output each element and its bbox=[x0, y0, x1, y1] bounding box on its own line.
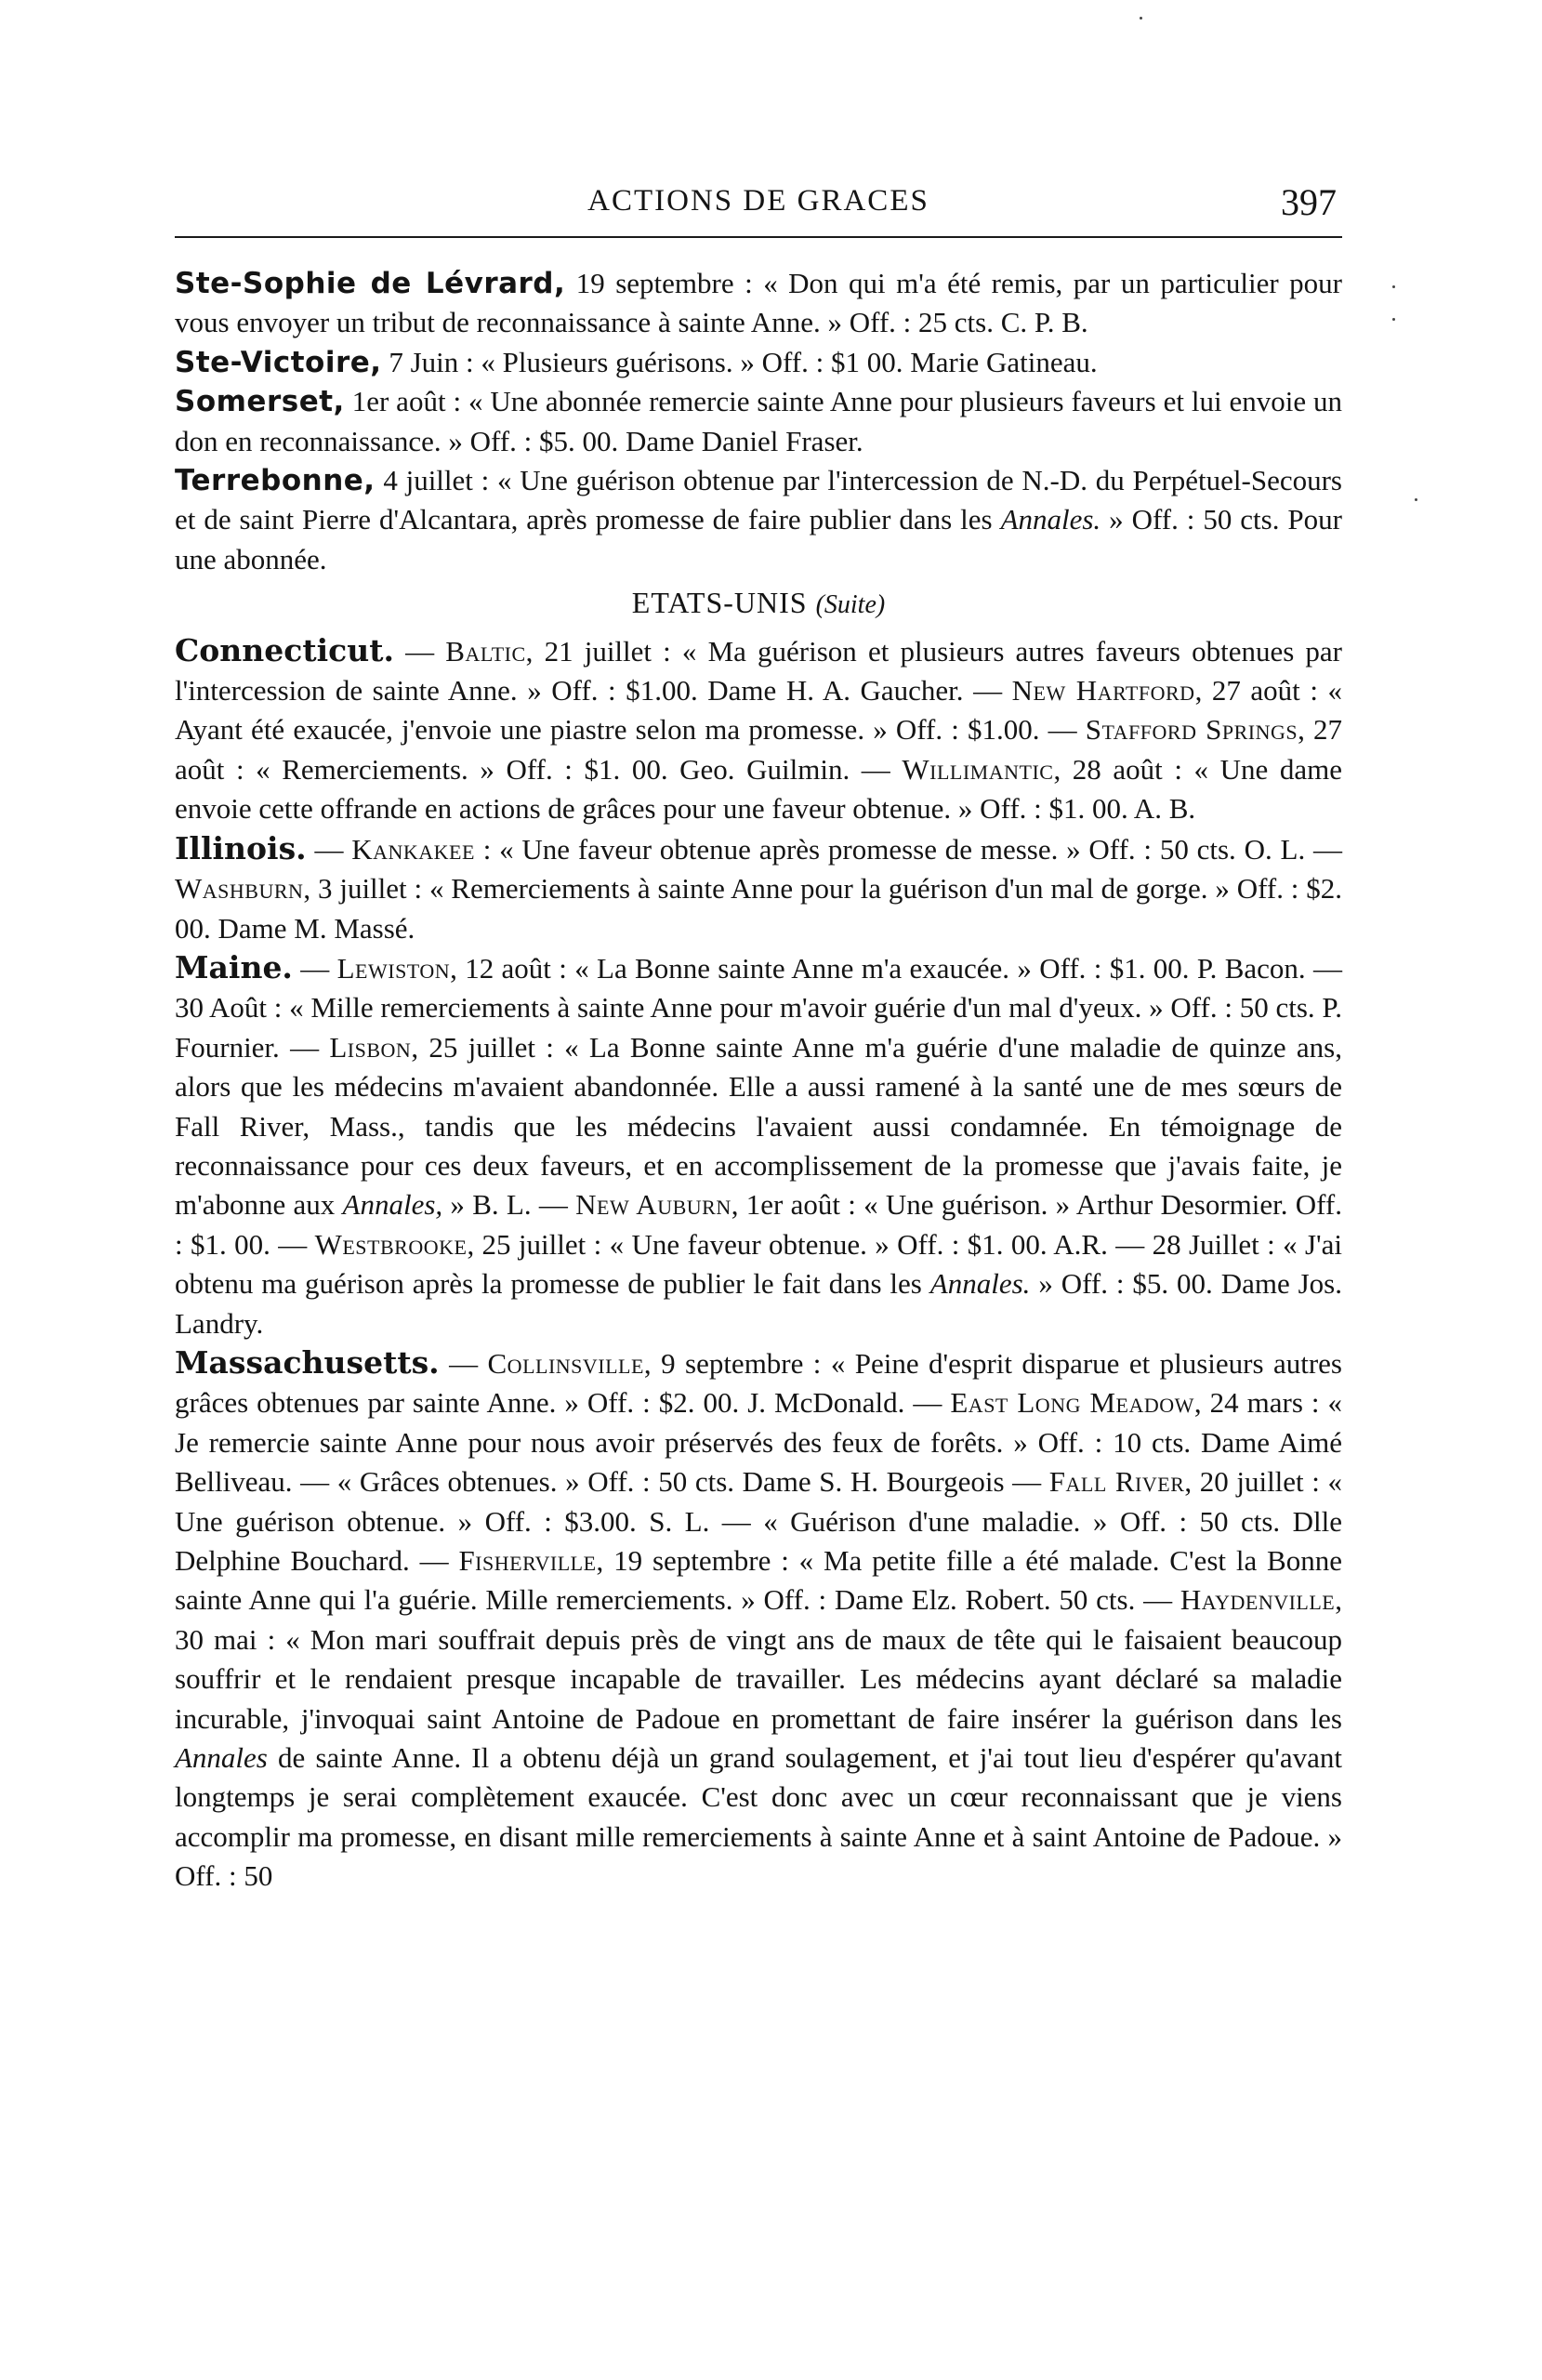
italic-text: Annales bbox=[175, 1741, 268, 1775]
city-name: New Hartford bbox=[1011, 674, 1195, 707]
print-speck bbox=[1140, 17, 1142, 20]
entry-text: » B. L. — bbox=[442, 1188, 576, 1222]
running-head bbox=[175, 182, 1342, 238]
page-number: 397 bbox=[1281, 181, 1337, 223]
entry-text: 1er août : « Une abonnée remercie sainte Anne pour plusieurs faveurs et lui envoie un don en reconnaissance. » Off. : $5. 00. Dame Daniel Fraser. bbox=[175, 385, 1342, 457]
entry-text: — bbox=[393, 634, 446, 668]
italic-text: Annales. bbox=[929, 1267, 1031, 1301]
city-name: Lewiston bbox=[336, 951, 451, 985]
entry-text: , 24 mars : « Je remercie sainte Anne pour nous avoir préservés des feux de forêts. » Off. : 10 cts. Dame Aimé Belliveau. — « Grâces obtenues. » Off. : 50 cts. Dame S. H. Bourgeois — bbox=[175, 1386, 1343, 1499]
entry-text: , 28 août : « Une dame envoie cette offrande en actions de grâces pour une faveur obtenue. » Off. : $1. 00. A. B. bbox=[175, 752, 1342, 826]
entry-text: 4 juillet : « Une guérison obtenue par l'intercession de N.-D. du Perpétuel-Secours et de saint Pierre d'Alcantara, après promesse de faire publier dans les bbox=[175, 464, 1342, 536]
city-name: Fisherville bbox=[458, 1544, 597, 1577]
entry-text: , 27 août : « Ayant été exaucée, j'envoie une piastre selon ma promesse. » Off. : $1.00. — bbox=[175, 674, 1343, 747]
entry-text: » Off. : 50 cts. Pour une abonnée. bbox=[175, 503, 1342, 575]
city-name: Kankakee bbox=[351, 832, 475, 866]
entry-somerset bbox=[175, 382, 1342, 461]
city-name: Westbrooke bbox=[314, 1227, 468, 1261]
entry-text: , 25 juillet : « Une faveur obtenue. » Off. : $1. 00. A.R. — 28 Juillet : « J'ai obtenu ma guérison après la promesse de publier le fait dans les bbox=[175, 1227, 1342, 1301]
entry-text: : « Une faveur obtenue après promesse de messe. » Off. : 50 cts. O. L. — bbox=[474, 832, 1342, 866]
place-name: Somerset, bbox=[175, 385, 345, 419]
city-name: Washburn bbox=[175, 872, 304, 906]
states-list bbox=[175, 631, 1342, 1897]
entry-text: , 25 juillet : « La Bonne sainte Anne m'a guérie d'une maladie de quinze ans, alors que les médecins m'avaient abandonnée. Elle a aussi ramené à la santé une de mes sœurs de Fall River, Mass., tandis que les médecins l'avaient aussi condamnée. En témoignage de reconnaissance pour ces deux faveurs, et en accomplissement de la promesse que j'avais faite, je m'abonne aux bbox=[175, 1030, 1342, 1222]
entry-text: — bbox=[439, 1346, 488, 1380]
place-name: Ste-Victoire, bbox=[175, 345, 382, 379]
entry-text: , 20 juillet : « Une guérison obtenue. » Off. : $3.00. S. L. — « Guérison d'une maladie. » Off. : 50 cts. Dlle Delphine Bouchard. — bbox=[175, 1465, 1343, 1577]
entry-text: — bbox=[306, 832, 352, 866]
entry-text: , 30 mai : « Mon mari souffrait depuis près de vingt ans de maux de tête qui le faisaient beaucoup souffrir et le rendaient presque incapable de travailler. Les médecins ayant déclaré sa maladie incurable, j'invoquai saint Antoine de Padoue en promettant de faire insérer la guérison dans les bbox=[175, 1583, 1342, 1735]
city-name: New Auburn bbox=[575, 1188, 731, 1222]
entry-text: — bbox=[292, 951, 337, 985]
entry-text: , 1er août : « Une guérison. » Arthur Desormier. Off. : $1. 00. — bbox=[175, 1188, 1342, 1261]
city-name: Fall River bbox=[1048, 1465, 1185, 1499]
state-name: Connecticut. bbox=[175, 631, 394, 668]
state-entry bbox=[175, 1343, 1342, 1897]
entry-italic: Annales. bbox=[1000, 503, 1101, 536]
entry-text: , 12 août : « La Bonne sainte Anne m'a exaucée. » Off. : $1. 00. P. Bacon. — 30 Août : « Mille remerciements à sainte Anne pour m'avoir guérie d'un mal d'yeux. » Off. : 50 cts. P. Fournier. — bbox=[175, 951, 1343, 1064]
entry-text: 7 Juin : « Plusieurs guérisons. » Off. : $1 00. Marie Gatineau. bbox=[381, 345, 1098, 378]
body-text bbox=[175, 264, 1342, 1897]
place-name: Ste-Sophie de Lévrard, bbox=[175, 267, 566, 300]
print-speck bbox=[1392, 318, 1395, 321]
entry-ste-victoire bbox=[175, 343, 1342, 382]
page bbox=[175, 182, 1342, 1897]
city-name: Willimantic bbox=[902, 752, 1054, 786]
city-name: Stafford Springs bbox=[1085, 713, 1298, 747]
print-speck bbox=[1415, 498, 1417, 501]
running-title: ACTIONS DE GRACES bbox=[587, 184, 929, 218]
entry-text: , 27 août : « Remerciements. » Off. : $1. 00. Geo. Guilmin. — bbox=[175, 713, 1342, 786]
entry-text: , 3 juillet : « Remerciements à sainte Anne pour la guérison d'un mal de gorge. » Off. : $2. 00. Dame M. Massé. bbox=[175, 872, 1342, 945]
state-entry bbox=[175, 829, 1342, 948]
city-name: Collinsville bbox=[487, 1346, 644, 1380]
entry-text: » Off. : $5. 00. Dame Jos. Landry. bbox=[175, 1267, 1343, 1340]
print-speck bbox=[1392, 285, 1395, 288]
italic-text: Annales, bbox=[342, 1188, 443, 1222]
entry-text: , 21 juillet : « Ma guérison et plusieurs autres faveurs obtenues par l'intercession de sainte Anne. » Off. : $1.00. Dame H. A. Gaucher. — bbox=[175, 634, 1343, 707]
place-name: Terrebonne, bbox=[175, 464, 376, 498]
entry-ste-sophie bbox=[175, 264, 1342, 343]
state-name: Illinois. bbox=[175, 829, 307, 866]
entry-text: 19 septembre : « Don qui m'a été remis, par un particulier pour vous envoyer un tribut de reconnaissance à sainte Anne. » Off. : 25 cts. C. P. B. bbox=[175, 267, 1342, 339]
section-heading bbox=[175, 583, 1342, 625]
city-name: Haydenville bbox=[1180, 1583, 1336, 1617]
state-entry bbox=[175, 948, 1342, 1343]
state-name: Maine. bbox=[175, 948, 293, 985]
section-suffix: (Suite) bbox=[815, 590, 886, 620]
entry-terrebonne bbox=[175, 461, 1342, 579]
city-name: Baltic bbox=[445, 634, 526, 668]
city-name: East Long Meadow bbox=[950, 1386, 1194, 1420]
entry-text: de sainte Anne. Il a obtenu déjà un grand soulagement, et j'ai tout lieu d'espérer qu'avant longtemps je serai complètement exaucée. C'est donc avec un cœur reconnaissant que je viens accomplir ma promesse, en disant mille remerciements à sainte Anne et à saint Antoine de Padoue. » Off. : 50 bbox=[175, 1741, 1342, 1893]
entry-text: , 19 septembre : « Ma petite fille a été malade. C'est la Bonne sainte Anne qui l'a guérie. Mille remerciements. » Off. : Dame Elz. Robert. 50 cts. — bbox=[175, 1544, 1342, 1617]
section-title: ETATS-UNIS bbox=[631, 586, 808, 620]
entry-text: , 9 septembre : « Peine d'esprit disparue et plusieurs autres grâces obtenues par sainte Anne. » Off. : $2. 00. J. McDonald. — bbox=[175, 1346, 1342, 1420]
state-entry bbox=[175, 631, 1342, 829]
city-name: Lisbon bbox=[329, 1030, 412, 1064]
state-name: Massachusetts. bbox=[175, 1343, 440, 1381]
